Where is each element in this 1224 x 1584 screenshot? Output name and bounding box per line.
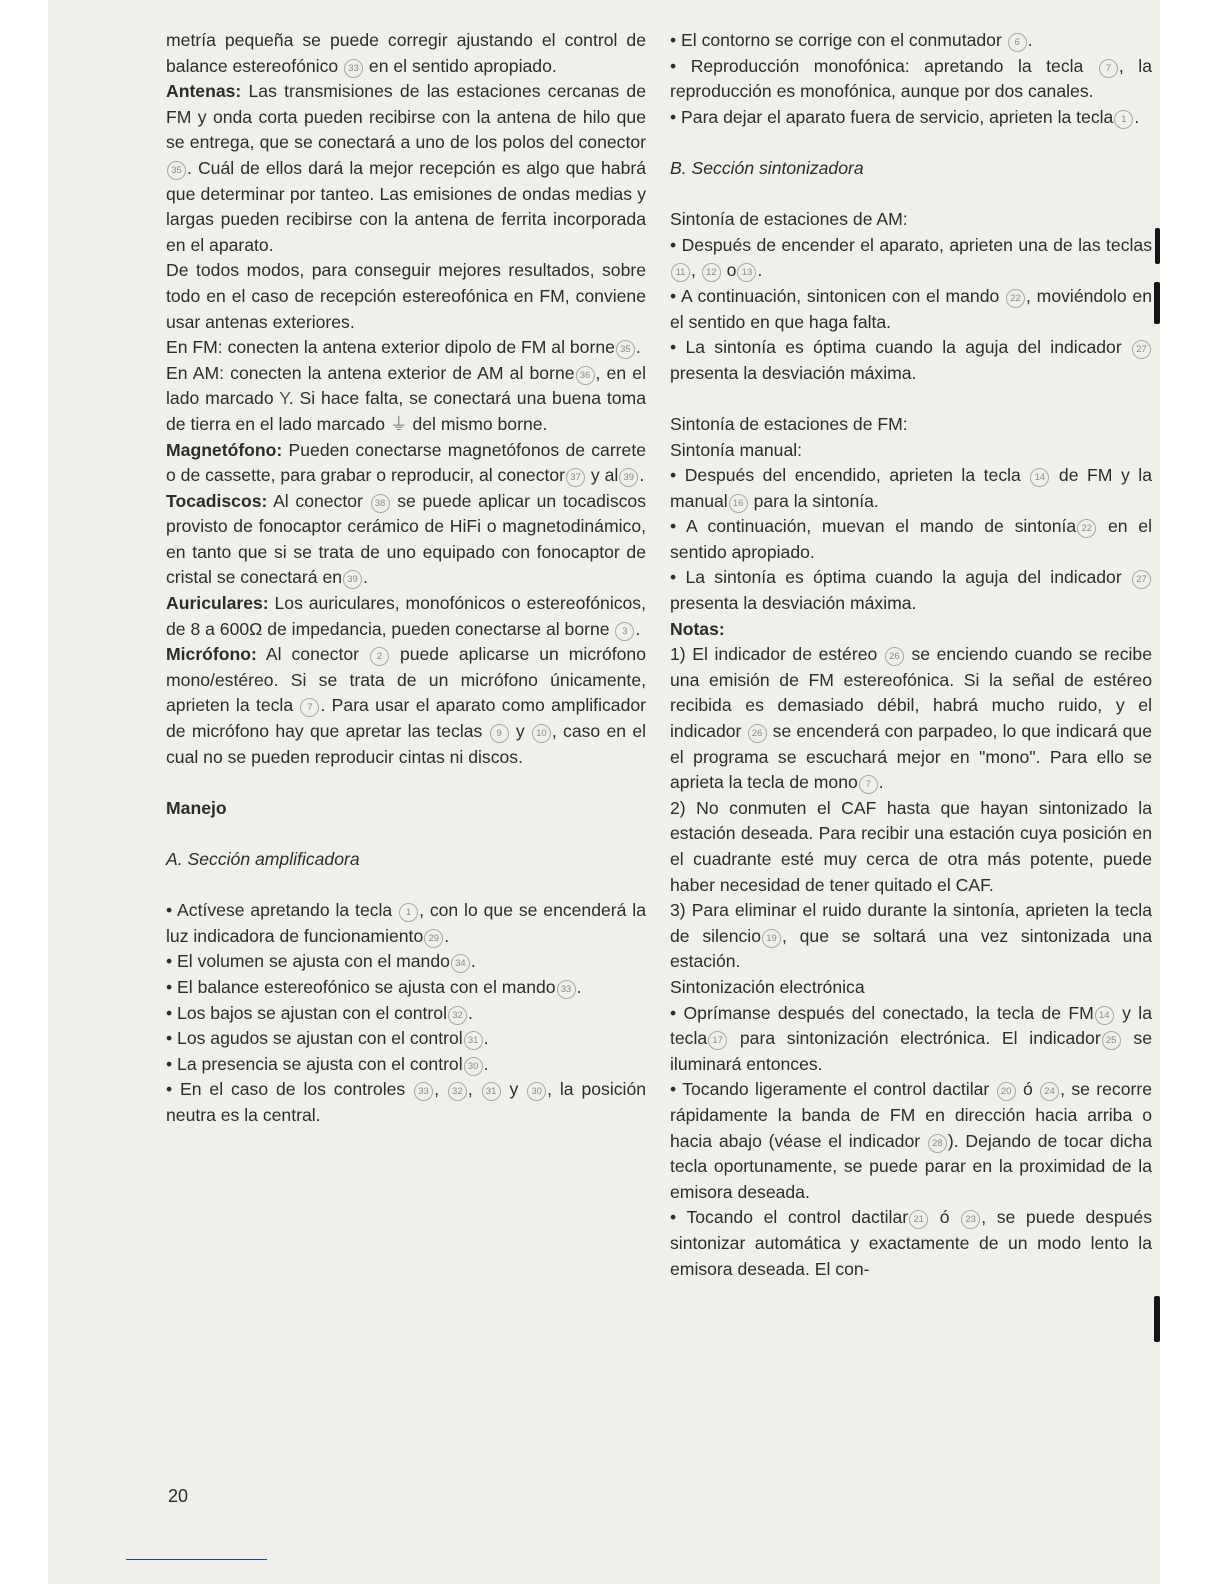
control-reference-number: 32 bbox=[448, 1006, 467, 1025]
text-run: en el sentido apropiado. bbox=[364, 55, 557, 76]
text-run: • Después del encendido, aprieten la tecla bbox=[670, 465, 1030, 486]
text-run: . bbox=[576, 976, 582, 997]
text-run: 3) Para eliminar el ruido durante la sintonía, aprieten la tecla de silencio bbox=[670, 900, 1152, 946]
text-run: Las transmisiones de las estaciones cercanas de FM y onda corta pueden recibirse con la antena de hilo que se entrega, que se conectará a uno de los polos del conector bbox=[166, 81, 646, 153]
control-reference-number: 23 bbox=[961, 1210, 980, 1229]
text-run: 1) El indicador de estéreo bbox=[670, 644, 884, 665]
left-column bbox=[166, 28, 646, 1129]
text-run: se encenderá con parpadeo, lo que indicará que el programa se escuchará mejor en "mono". Para ello se aprieta la tecla de mono bbox=[670, 721, 1152, 793]
paragraph bbox=[166, 949, 646, 975]
control-reference-number: 22 bbox=[1077, 519, 1096, 538]
text-run: De todos modos, para conseguir mejores resultados, sobre todo en el caso de recepción estereofónica en FM, conviene usar antenas exteriores. bbox=[166, 260, 646, 332]
paragraph bbox=[166, 28, 646, 79]
text-run: Sintonía manual: bbox=[670, 439, 803, 460]
paragraph bbox=[166, 361, 646, 438]
text-run: Notas: bbox=[670, 618, 725, 639]
paragraph bbox=[670, 233, 1152, 284]
control-reference-number: 20 bbox=[997, 1082, 1016, 1101]
run-in-heading: Tocadiscos: bbox=[166, 490, 268, 511]
control-reference-number: 31 bbox=[464, 1031, 483, 1050]
control-reference-number: 7 bbox=[300, 698, 319, 717]
text-run: . bbox=[483, 1028, 489, 1049]
text-run: Sintonización electrónica bbox=[670, 976, 865, 997]
section-heading bbox=[670, 617, 1152, 643]
text-run: • La presencia se ajusta con el control bbox=[166, 1053, 463, 1074]
run-in-heading: Micrófono: bbox=[166, 644, 257, 665]
control-reference-number: 39 bbox=[619, 468, 638, 487]
text-run: B. Sección sintonizadora bbox=[670, 157, 864, 178]
control-reference-number: 26 bbox=[748, 724, 767, 743]
text-run: metría pequeña se puede corregir ajustando el control de balance estereofónico bbox=[166, 30, 646, 76]
control-reference-number: 33 bbox=[344, 59, 363, 78]
footer-rule bbox=[126, 1559, 267, 1560]
run-in-heading: Magnetófono: bbox=[166, 439, 283, 460]
control-reference-number: 11 bbox=[671, 263, 690, 282]
paragraph bbox=[166, 642, 646, 770]
control-reference-number: 7 bbox=[1099, 59, 1118, 78]
text-run: . bbox=[1027, 30, 1033, 50]
control-reference-number: 26 bbox=[885, 647, 904, 666]
paragraph bbox=[670, 54, 1152, 105]
text-run: ó bbox=[1016, 1079, 1040, 1100]
text-run: o bbox=[721, 260, 737, 281]
control-reference-number: 35 bbox=[167, 161, 186, 180]
right-column bbox=[670, 28, 1152, 1282]
text-run: y bbox=[501, 1079, 527, 1100]
control-reference-number: 14 bbox=[1030, 468, 1049, 487]
paragraph bbox=[166, 1001, 646, 1027]
control-reference-number: 39 bbox=[343, 570, 362, 589]
control-reference-number: 37 bbox=[566, 468, 585, 487]
text-run: • El balance estereofónico se ajusta con el mando bbox=[166, 976, 556, 997]
text-run: para sintonización electrónica. El indicador bbox=[728, 1028, 1101, 1049]
text-run: , que se soltará una vez sintonizada una estación. bbox=[670, 925, 1152, 972]
run-in-heading: Auriculares: bbox=[166, 593, 269, 614]
text-run: • La sintonía es óptima cuando la aguja del indicador bbox=[670, 567, 1131, 588]
control-reference-number: 27 bbox=[1132, 570, 1151, 589]
paragraph bbox=[166, 1052, 646, 1078]
paragraph bbox=[166, 1026, 646, 1052]
text-run: Los auriculares, monofónicos o estereofónicos, de 8 a 600Ω de impedancia, pueden conectarse al borne bbox=[166, 593, 646, 639]
text-run: , en el lado marcado bbox=[166, 362, 646, 409]
paragraph bbox=[670, 105, 1152, 131]
control-reference-number: 13 bbox=[737, 263, 756, 282]
control-reference-number: 33 bbox=[414, 1082, 433, 1101]
control-reference-number: 32 bbox=[448, 1082, 467, 1101]
text-run: , bbox=[467, 1079, 481, 1100]
control-reference-number: 3 bbox=[615, 622, 634, 641]
text-run: Sintonía de estaciones de FM: bbox=[670, 413, 908, 434]
text-run: En AM: conecten la antena exterior de AM al borne bbox=[166, 362, 575, 383]
text-run: Al conector bbox=[267, 490, 370, 511]
paragraph bbox=[166, 335, 646, 361]
paragraph bbox=[670, 207, 1152, 233]
text-run: . bbox=[483, 1053, 489, 1074]
subsection-heading bbox=[670, 156, 1152, 182]
paragraph bbox=[166, 438, 646, 489]
control-reference-number: 14 bbox=[1095, 1006, 1114, 1025]
paragraph bbox=[670, 565, 1152, 616]
paragraph bbox=[670, 1001, 1152, 1078]
control-reference-number: 10 bbox=[532, 724, 551, 743]
text-run: y la tecla bbox=[670, 1002, 1152, 1049]
text-run: para la sintonía. bbox=[748, 490, 879, 511]
paragraph bbox=[166, 591, 646, 642]
text-run: , se recorre rápidamente la banda de FM en dirección hacia arriba o hacia abajo (véase el indicador bbox=[670, 1079, 1152, 1151]
text-run: puede aplicarse un micrófono mono/estéreo. Si se trata de un micrófono únicamente, aprieten la tecla bbox=[166, 644, 647, 716]
text-run: se iluminará entonces. bbox=[670, 1028, 1152, 1074]
text-run: . bbox=[468, 1002, 473, 1023]
text-run: • Los bajos se ajustan con el control bbox=[166, 1002, 447, 1023]
paragraph bbox=[670, 28, 1152, 54]
text-run: • El contorno se corrige con el conmutador bbox=[670, 30, 1007, 50]
text-run: A. Sección amplificadora bbox=[166, 849, 360, 869]
run-in-heading: Antenas: bbox=[166, 81, 242, 102]
text-run: • El volumen se ajusta con el mando bbox=[166, 951, 450, 972]
control-reference-number: 17 bbox=[708, 1031, 727, 1050]
paragraph bbox=[670, 335, 1152, 386]
text-run: presenta la desviación máxima. bbox=[670, 593, 917, 614]
text-run: • Tocando ligeramente el control dactilar bbox=[670, 1079, 996, 1100]
paragraph bbox=[166, 975, 646, 1001]
text-run: • Actívese apretando la tecla bbox=[166, 900, 399, 921]
control-reference-number: 29 bbox=[424, 929, 443, 948]
paragraph bbox=[670, 898, 1152, 975]
subsection-heading bbox=[166, 847, 646, 873]
text-run: , bbox=[691, 260, 701, 281]
control-reference-number: 6 bbox=[1008, 33, 1027, 52]
paragraph bbox=[166, 79, 646, 258]
text-run: , bbox=[434, 1079, 447, 1100]
control-reference-number: 9 bbox=[490, 724, 509, 743]
text-run: , con lo que se encenderá la luz indicadora de funcionamiento bbox=[166, 900, 646, 946]
paragraph bbox=[670, 975, 1152, 1001]
text-run: se puede aplicar un tocadiscos provisto de fonocaptor cerámico de HiFi o magnetodinámico, en tanto que si se trata de uno equipado con fonocaptor de cristal se conectará en bbox=[166, 490, 646, 588]
text-run: , caso en el cual no se pueden reproducir cintas ni discos. bbox=[166, 721, 647, 767]
control-reference-number: 36 bbox=[576, 366, 595, 385]
text-run: • Reproducción monofónica: apretando la tecla bbox=[670, 55, 1098, 76]
control-reference-number: 30 bbox=[464, 1057, 483, 1076]
control-reference-number: 16 bbox=[729, 494, 748, 513]
text-run: En FM: conecten la antena exterior dipolo de FM al borne bbox=[166, 337, 615, 358]
text-run: . bbox=[444, 925, 450, 946]
control-reference-number: 35 bbox=[616, 340, 635, 359]
text-run: Al conector bbox=[256, 644, 369, 665]
control-reference-number: 28 bbox=[928, 1134, 947, 1153]
control-reference-number: 19 bbox=[762, 929, 781, 948]
paragraph bbox=[670, 412, 1152, 438]
text-run: ). Dejando de tocar dicha tecla oportunamente, se puede parar en la proximidad de la emisora deseada. bbox=[670, 1130, 1152, 1202]
text-run: en el sentido apropiado. bbox=[670, 516, 1152, 562]
antenna-symbol-icon: Y bbox=[279, 388, 289, 409]
paragraph bbox=[166, 489, 646, 591]
text-run: . bbox=[470, 951, 476, 972]
control-reference-number: 2 bbox=[370, 647, 389, 666]
page-number: 20 bbox=[168, 1486, 189, 1506]
text-run: • Oprímanse después del conectado, la tecla de FM bbox=[670, 1002, 1094, 1023]
control-reference-number: 24 bbox=[1040, 1082, 1059, 1101]
text-run: . Si hace falta, se conectará una buena toma de tierra en el lado marcado bbox=[166, 388, 646, 434]
text-run: . Cuál de ellos dará la mejor recepción es algo que habrá que determinar por tanteo. Las emisiones de ondas medias y largas pueden recibirse con la antena de ferrita incorporada en el aparato. bbox=[166, 157, 646, 255]
paragraph bbox=[670, 642, 1152, 796]
paragraph bbox=[166, 898, 646, 949]
text-run: . bbox=[878, 772, 884, 793]
control-reference-number: 27 bbox=[1132, 340, 1151, 359]
text-run: . bbox=[639, 465, 645, 486]
text-run: Manejo bbox=[166, 797, 227, 818]
control-reference-number: 12 bbox=[702, 263, 721, 282]
text-run: . bbox=[757, 260, 763, 281]
text-run: y bbox=[509, 721, 531, 742]
text-run: • Los agudos se ajustan con el control bbox=[166, 1028, 463, 1049]
control-reference-number: 30 bbox=[527, 1082, 546, 1101]
control-reference-number: 34 bbox=[451, 954, 470, 973]
control-reference-number: 25 bbox=[1102, 1031, 1121, 1050]
text-run: • Tocando el control dactilar bbox=[670, 1207, 909, 1228]
control-reference-number: 21 bbox=[909, 1210, 928, 1229]
paragraph bbox=[166, 1077, 646, 1128]
control-reference-number: 1 bbox=[399, 903, 418, 922]
text-run: • La sintonía es óptima cuando la aguja del indicador bbox=[670, 337, 1131, 358]
paragraph bbox=[166, 258, 646, 335]
text-run: presenta la desviación máxima. bbox=[670, 362, 917, 383]
text-run: , moviéndolo en el sentido en que haga falta. bbox=[670, 285, 1152, 332]
control-reference-number: 33 bbox=[557, 980, 576, 999]
text-run: . bbox=[363, 567, 368, 588]
scanned-page bbox=[48, 0, 1160, 1584]
text-run: Pueden conectarse magnetófonos de carrete o de cassette, para grabar o reproducir, al conector bbox=[166, 439, 646, 486]
paragraph bbox=[670, 1077, 1152, 1205]
text-run: del mismo borne. bbox=[407, 413, 548, 434]
control-reference-number: 7 bbox=[859, 775, 878, 794]
paragraph bbox=[670, 796, 1152, 898]
text-run: . bbox=[635, 337, 641, 358]
text-run: • A continuación, sintonicen con el mando bbox=[670, 285, 1006, 306]
text-run: de FM y la manual bbox=[670, 465, 1152, 511]
text-run: se enciendo cuando se recibe una emisión de FM estereofónica. Si la señal de estéreo recibida es demasiado débil, habrá mucho ruido, y el indicador bbox=[670, 644, 1152, 742]
text-run: . bbox=[635, 618, 641, 639]
paragraph bbox=[670, 284, 1152, 335]
text-run: , la posición neutra es la central. bbox=[166, 1079, 647, 1125]
text-run: y al bbox=[586, 465, 619, 486]
text-run: ó bbox=[929, 1207, 961, 1228]
ground-symbol-icon: ⏚ bbox=[389, 413, 408, 434]
text-run: • Después de encender el aparato, aprieten una de las teclas bbox=[670, 234, 1152, 255]
control-reference-number: 38 bbox=[371, 494, 390, 513]
text-run: , la reproducción es monofónica, aunque por dos canales. bbox=[670, 55, 1152, 102]
text-run: 2) No conmuten el CAF hasta que hayan sintonizado la estación deseada. Para recibir una estación cuya posición en el cuadrante esté muy cerca de otra más potente, puede haber necesidad de tener quitado el CAF. bbox=[670, 797, 1152, 895]
paragraph bbox=[670, 514, 1152, 565]
text-run: • En el caso de los controles bbox=[166, 1079, 414, 1100]
paragraph bbox=[670, 463, 1152, 514]
text-run: , se puede después sintonizar automática y exactamente de un modo lento la emisora deseada. El con- bbox=[670, 1207, 1153, 1279]
page-edge bbox=[1160, 0, 1224, 1584]
text-run: Sintonía de estaciones de AM: bbox=[670, 209, 908, 230]
control-reference-number: 1 bbox=[1114, 110, 1133, 129]
paragraph bbox=[670, 438, 1152, 464]
control-reference-number: 22 bbox=[1006, 289, 1025, 308]
control-reference-number: 31 bbox=[482, 1082, 501, 1101]
text-run: . Para usar el aparato como amplificador de micrófono hay que apretar las teclas bbox=[166, 695, 646, 742]
text-run: . bbox=[1134, 106, 1140, 127]
section-heading bbox=[166, 796, 646, 822]
paragraph bbox=[670, 1205, 1152, 1282]
text-run: • A continuación, muevan el mando de sintonía bbox=[670, 516, 1077, 537]
text-run: • Para dejar el aparato fuera de servicio, aprieten la tecla bbox=[670, 106, 1114, 127]
